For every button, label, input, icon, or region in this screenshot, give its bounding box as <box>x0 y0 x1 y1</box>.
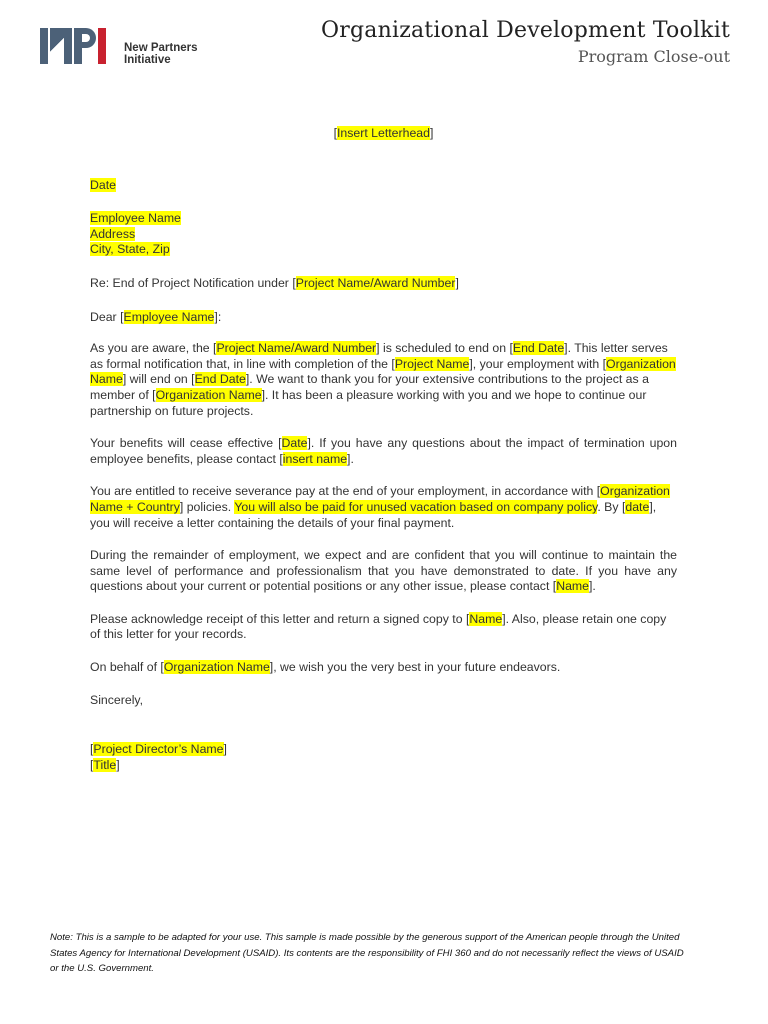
paragraph-3: You are entitled to receive severance pay at the end of your employment, in accordance with [Organization Name + Country] policies. You will also be paid for unused vacation based on company policy. By [date], you will receive a letter containing the details of your final payment. <box>90 484 670 530</box>
toolkit-title: Organizational Development Toolkit <box>321 18 730 43</box>
closing: Sincerely, <box>90 692 144 707</box>
paragraph-4: During the remainder of employment, we expect and are confident that you will continue to maintain the same level of performance and professionalism that you have demonstrated to date. If you have any questions about your current or potential positions or any other issue, please contact [Name]. <box>90 548 677 594</box>
signer-name: [Project Director’s Name] <box>90 742 227 757</box>
paragraph-2: Your benefits will cease effective [Date]. If you have any questions about the impact of termination upon employee benefits, please contact [insert name]. <box>90 436 677 466</box>
npi-logo <box>40 28 210 68</box>
employee-name: Employee Name <box>90 211 181 226</box>
npi-logo-mark <box>40 28 106 64</box>
signer-title: [Title] <box>90 757 120 772</box>
letter-body <box>90 126 677 773</box>
salutation: Dear [Employee Name]: <box>90 309 222 324</box>
toolkit-subtitle: Program Close-out <box>577 47 730 66</box>
logo-line-1: New Partners <box>124 42 198 54</box>
paragraph-5: Please acknowledge receipt of this letter and return a signed copy to [Name]. Also, please retain one copy of this letter for your records. <box>90 611 667 642</box>
city-state-zip: City, State, Zip <box>90 242 170 257</box>
paragraph-1: As you are aware, the [Project Name/Award Number] is scheduled to end on [End Date]. This letter serves as formal notification that, in line with completion of the [Project Name], your employment with [Organization Name] will end on [End Date]. We want to thank you for your extensive contributions to the project as a member of [Organization Name]. It has been a pleasure working with you and we hope to continue our partnership on future projects. <box>90 341 676 418</box>
letterhead-placeholder: [Insert Letterhead] <box>333 126 434 140</box>
logo-line-2: Initiative <box>124 54 171 66</box>
address: Address <box>90 226 136 241</box>
footer-note: Note: This is a sample to be adapted for your use. This sample is made possible by the generous support of the American people through the United States Agency for International Development (USAID). Its contents are the responsibility of FHI 360 and do not necessarily reflect the views of USAID or the U.S. Government. <box>50 932 684 974</box>
logo-text <box>124 42 198 66</box>
subject-line: Re: End of Project Notification under [Project Name/Award Number] <box>90 275 459 290</box>
paragraph-6: On behalf of [Organization Name], we wish you the very best in your future endeavors. <box>90 660 561 675</box>
signature-block <box>90 742 677 773</box>
address-block <box>90 211 677 258</box>
date-line: Date <box>90 177 116 192</box>
